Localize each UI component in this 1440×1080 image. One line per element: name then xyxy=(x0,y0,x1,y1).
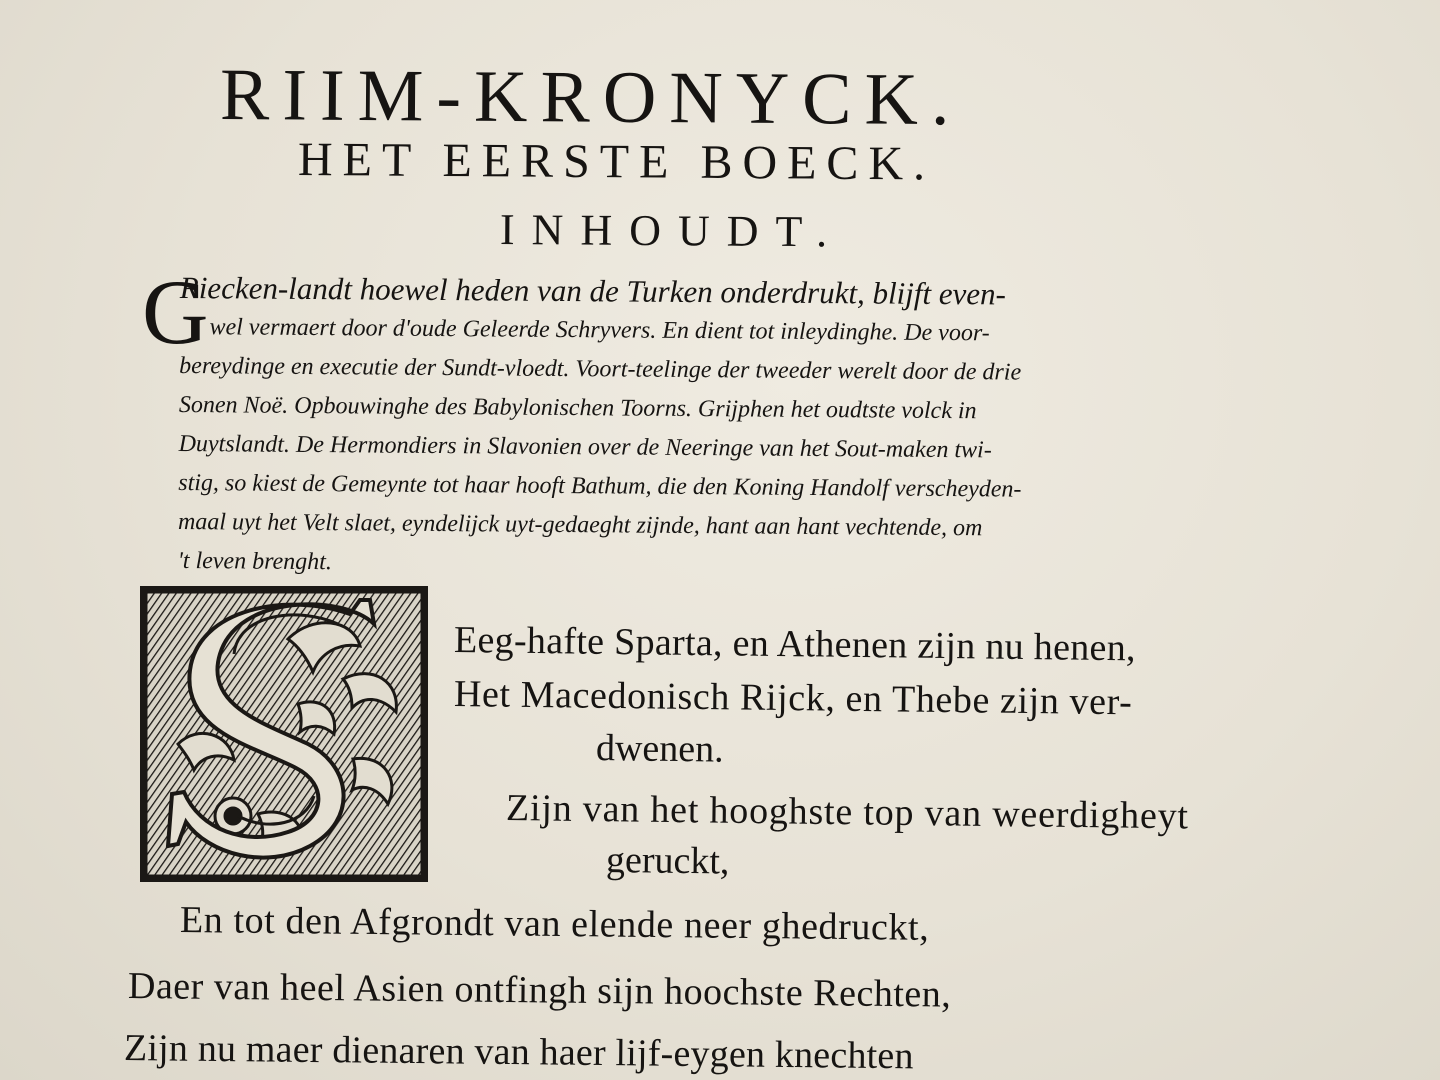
verse-line: dwenen. xyxy=(595,727,724,771)
summary-drop-initial: G xyxy=(142,261,209,363)
verse-line: geruckt, xyxy=(605,839,730,883)
summary-line: 't leven brenght. xyxy=(177,547,332,576)
woodcut-s-icon xyxy=(138,584,430,884)
summary-line: maal uyt het Velt slaet, eyndelijck uyt-gedaeght zijnde, hant aan hant vechtende, om xyxy=(177,508,983,542)
verse-line: Zijn van het hooghste top van weerdigheyt xyxy=(505,787,1190,838)
verse-line: Daer van heel Asien ontfingh sijn hoochste Rechten, xyxy=(127,965,952,1016)
woodcut-initial-icon xyxy=(138,584,430,884)
summary-paragraph xyxy=(178,268,1330,590)
summary-line: bereydinge en executie der Sundt-vloedt. Voort-teelinge der tweeder werelt door de drie xyxy=(179,352,1022,386)
summary-line: Sonen Noë. Opbouwinghe des Babylonischen Toorns. Grijphen het oudtste volck in xyxy=(178,391,977,425)
book-subtitle: HET EERSTE BOECK. xyxy=(297,133,936,191)
summary-line: wel vermaert door d'oude Geleerde Schryvers. En dient tot inleydinghe. De voor- xyxy=(209,314,990,347)
page-title: RIIM-KRONYCK. xyxy=(219,54,963,142)
summary-line: Duytslandt. De Hermondiers in Slavonien over de Neeringe van het Sout-maken twi- xyxy=(178,430,992,464)
verse-line: Het Macedonisch Rijck, en Thebe zijn ver- xyxy=(453,673,1133,724)
verse-line: En tot den Afgrondt van elende neer ghedruckt, xyxy=(179,899,930,949)
summary-line: stig, so kiest de Gemeynte tot haar hooft Bathum, die den Koning Handolf verscheyden- xyxy=(178,469,1022,503)
summary-line: Riecken-landt hoewel heden van de Turken onderdrukt, blijft even- xyxy=(179,269,1007,312)
verse-line: Eeg-hafte Sparta, en Athenen zijn nu henen, xyxy=(453,619,1137,670)
verse-line: Zijn nu maer dienaren van haer lijf-eygen knechten xyxy=(123,1027,914,1078)
section-heading: INHOUDT. xyxy=(499,205,845,257)
